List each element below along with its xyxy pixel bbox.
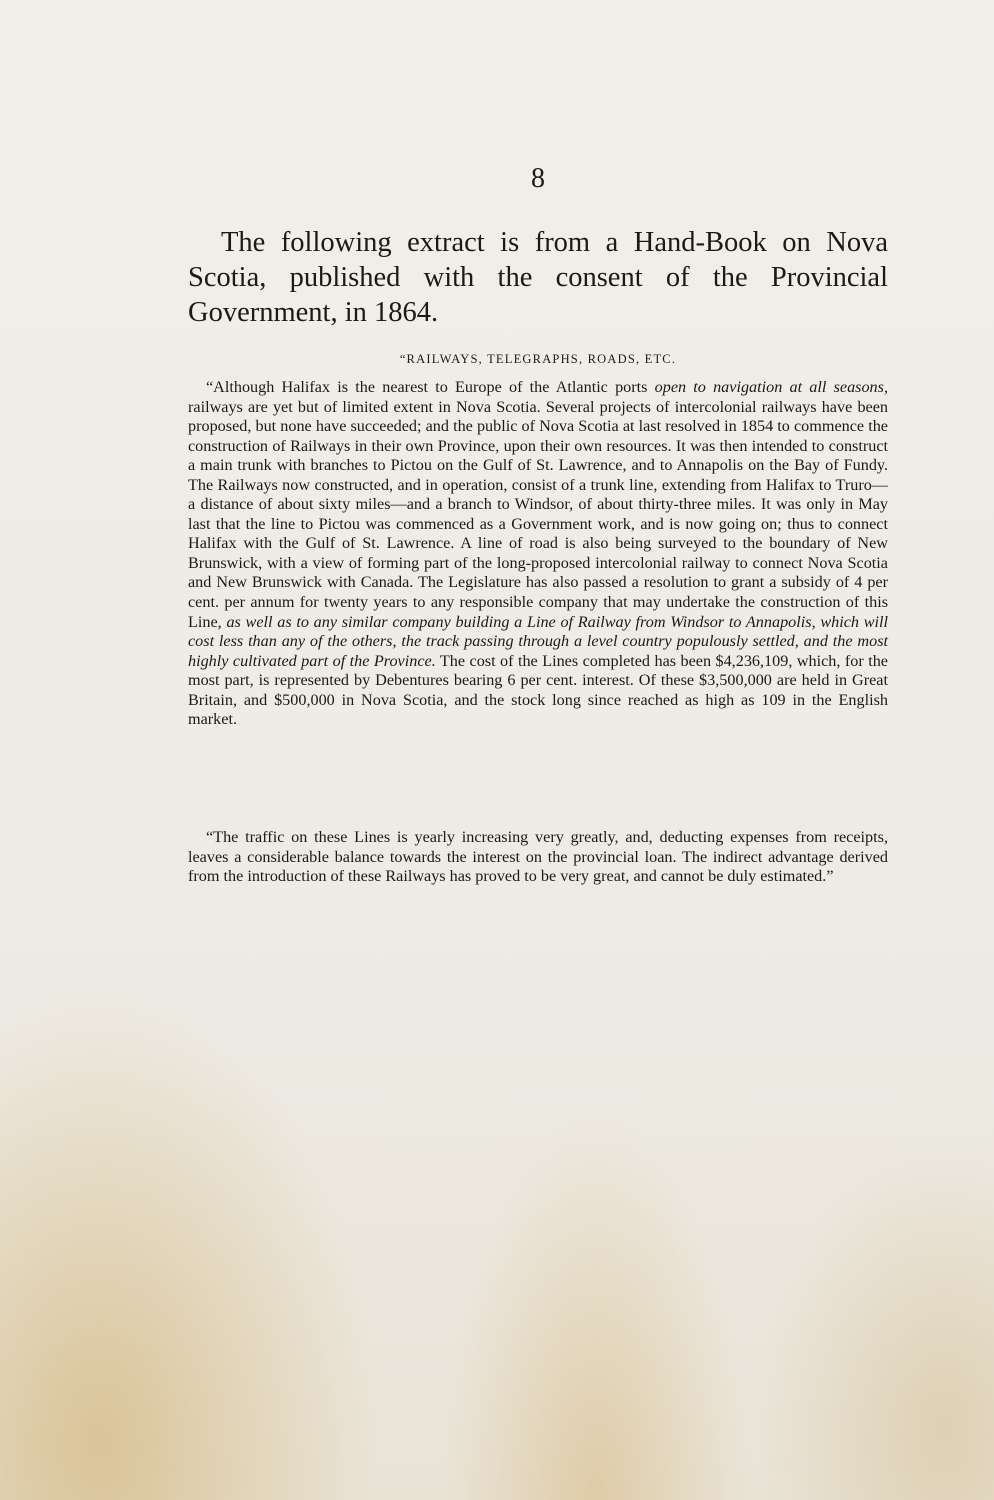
section-heading: “RAILWAYS, TELEGRAPHS, ROADS, ETC. bbox=[399, 352, 677, 366]
paragraph-1-italic-b: as well as to any similar company building a Line of Railway from Windsor to Annapolis, which will cost less than any of the others, the track passing through a level country populously settled, and the most highly cultivated part of the Province. bbox=[188, 612, 888, 670]
body-paragraph-2: “The traffic on these Lines is yearly increasing very greatly, and, deducting expenses from receipts, leaves a considerable balance towards the interest on the provincial loan. The indirect advantage derived from the introduction of these Railways has proved to be very great, and cannot be duly estimated.” bbox=[188, 828, 888, 886]
intro-paragraph: The following extract is from a Hand-Book on Nova Scotia, published with the consent of the Provincial Government, in 1864. bbox=[188, 227, 888, 328]
paragraph-1-text-c: The cost of the Lines completed has been $4,236,109, which, for the most part, is represented by Debentures bearing 6 per cent. interest. Of these $3,500,000 are held in Great Britain, and $500,000 in Nova Scotia, and the stock long since reached as high as 109 in the English market. bbox=[188, 651, 888, 729]
page-number: 8 bbox=[531, 163, 545, 194]
paragraph-1-italic-a: open to navigation at all seasons, bbox=[654, 378, 888, 396]
body-paragraph-1 bbox=[188, 378, 888, 730]
paragraph-1-text-a: “Although Halifax is the nearest to Europe of the Atlantic ports bbox=[206, 378, 655, 396]
paragraph-1-text-b: railways are yet but of limited extent in Nova Scotia. Several projects of intercolonial railways have been proposed, but none have succeeded; and the public of Nova Scotia at last resolved in 1854 to commence the construction of Railways in their own Province, upon their own resources. It was then intended to construct a main trunk with branches to Pictou on the Gulf of St. Lawrence, and to Annapolis on the Bay of Fundy. The Railways now constructed, and in operation, consist of a trunk line, extending from Halifax to Truro—a distance of about sixty miles—and a branch to Windsor, of about thirty-three miles. It was only in May last that the line to Pictou was commenced as a Government work, and is now going on; thus to connect Halifax with the Gulf of St. Lawrence. A line of road is also being surveyed to the boundary of New Brunswick, with a view of forming part of the long-proposed intercolonial railway to connect Nova Scotia and New Brunswick with Canada. The Legislature has also passed a resolution to grant a subsidy of 4 per cent. per annum for twenty years to any responsible company that may undertake the construction of this Line, bbox=[188, 397, 888, 631]
